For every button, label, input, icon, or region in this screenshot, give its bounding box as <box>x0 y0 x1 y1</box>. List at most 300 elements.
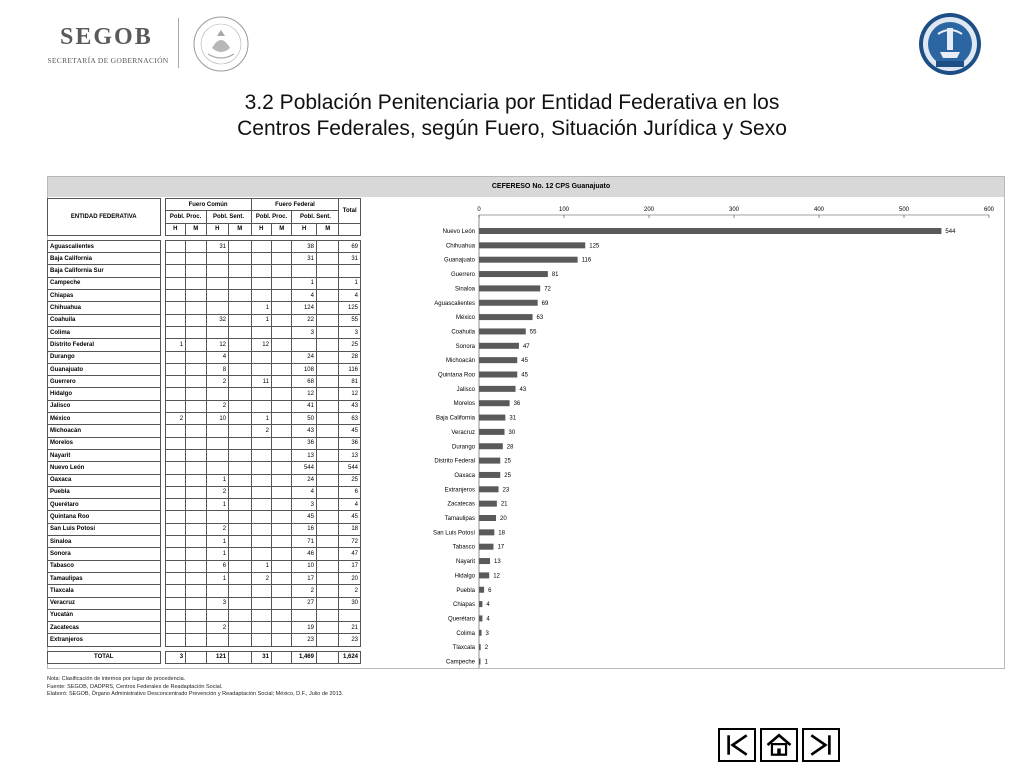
table-cell-value: 10 <box>206 413 229 425</box>
bar <box>479 529 494 535</box>
table-cell-value <box>229 240 252 252</box>
table-cell-total-label: TOTAL <box>48 651 161 663</box>
table-cell-value <box>165 388 185 400</box>
table-cell-value: 6 <box>206 560 229 572</box>
table-cell-value <box>271 437 291 449</box>
header-m: M <box>186 223 206 235</box>
page-title <box>100 90 924 142</box>
table-cell-value: 38 <box>292 240 317 252</box>
bar <box>479 458 500 464</box>
table-cell-value <box>316 240 339 252</box>
table-cell-value <box>271 388 291 400</box>
table-cell-value <box>316 597 339 609</box>
table-cell-value <box>271 634 291 646</box>
table-cell-value <box>316 449 339 461</box>
table-cell-value: 72 <box>339 536 361 548</box>
table-row <box>48 511 361 523</box>
table-cell-value <box>186 572 206 584</box>
table-cell-value <box>251 265 271 277</box>
table-row <box>48 314 361 326</box>
chart-title: CEFERESO No. 12 CPS Guanajuato <box>491 183 611 190</box>
table-cell-value <box>251 486 271 498</box>
table-cell-value <box>206 511 229 523</box>
table-cell-value <box>165 400 185 412</box>
table-cell-value: 16 <box>292 523 317 535</box>
table-cell-value <box>251 536 271 548</box>
table-row <box>48 339 361 351</box>
table-cell-value <box>206 326 229 338</box>
table-cell-value <box>229 474 252 486</box>
table-cell-value: 2 <box>165 413 185 425</box>
table-cell-entidad: Querétaro <box>48 499 161 511</box>
table-cell-value: 1 <box>206 572 229 584</box>
table-cell-entidad: Hidalgo <box>48 388 161 400</box>
bar <box>479 372 517 378</box>
table-cell-total-value <box>316 651 339 663</box>
bar <box>479 429 505 435</box>
table-cell-entidad: México <box>48 413 161 425</box>
table-cell-value <box>229 499 252 511</box>
table-cell-value <box>271 609 291 621</box>
table-row <box>48 536 361 548</box>
table-cell-value <box>251 277 271 289</box>
table-cell-value <box>316 609 339 621</box>
table-cell-value: 124 <box>292 302 317 314</box>
data-label: 17 <box>497 544 505 551</box>
table-cell-value <box>186 474 206 486</box>
table-cell-value <box>251 548 271 560</box>
home-icon <box>762 730 796 760</box>
bar <box>479 400 510 406</box>
bar <box>479 472 500 478</box>
table-cell-value <box>251 326 271 338</box>
table-cell-value <box>186 351 206 363</box>
table-cell-value: 10 <box>292 560 317 572</box>
table-cell-value <box>165 290 185 302</box>
table-cell-value <box>186 548 206 560</box>
category-label: San Luis Potosí <box>432 530 475 537</box>
table-cell-value <box>271 425 291 437</box>
category-label: Nuevo León <box>442 229 475 235</box>
table-cell-value: 4 <box>339 499 361 511</box>
table-cell-value <box>229 560 252 572</box>
table-row <box>48 634 361 646</box>
table-cell-value <box>229 302 252 314</box>
table-cell-value <box>271 622 291 634</box>
table-cell-value: 71 <box>292 536 317 548</box>
category-label: México <box>455 315 475 322</box>
table-cell-value <box>206 253 229 265</box>
table-cell-value: 2 <box>251 425 271 437</box>
table-cell-value: 1 <box>206 536 229 548</box>
table-cell-value <box>229 536 252 548</box>
table-cell-value <box>251 253 271 265</box>
data-label: 23 <box>502 487 510 494</box>
last-page-button[interactable] <box>802 728 840 762</box>
table-cell-value: 43 <box>339 400 361 412</box>
table-cell-value <box>206 437 229 449</box>
footnote-fuente: Fuente: SEGOB, OADPRS, Centros Federales de Readaptación Social. <box>47 683 223 690</box>
table-cell-value: 4 <box>206 351 229 363</box>
table-cell-value <box>186 585 206 597</box>
table-cell-value <box>271 585 291 597</box>
bar <box>479 659 481 665</box>
category-label: Quintana Roo <box>437 372 475 379</box>
table-cell-value <box>251 634 271 646</box>
penitentiary-emblem-icon <box>918 12 982 76</box>
table-cell-value <box>206 265 229 277</box>
bar <box>479 300 538 306</box>
header-m: M <box>316 223 339 235</box>
header-total: Total <box>339 199 361 224</box>
header-fuero-federal: Fuero Federal <box>251 199 339 211</box>
bar <box>479 630 482 636</box>
table-cell-value: 45 <box>339 425 361 437</box>
table-cell-value <box>316 290 339 302</box>
table-cell-value <box>186 523 206 535</box>
table-cell-value <box>206 302 229 314</box>
table-cell-entidad: Aguascalientes <box>48 240 161 252</box>
table-cell-value <box>165 240 185 252</box>
table-cell-value <box>165 523 185 535</box>
table-cell-value <box>186 437 206 449</box>
table-cell-value: 12 <box>206 339 229 351</box>
table-cell-value: 3 <box>206 597 229 609</box>
data-label: 20 <box>500 516 507 522</box>
table-cell-value: 17 <box>292 572 317 584</box>
last-page-icon <box>804 730 838 760</box>
home-button[interactable] <box>760 728 798 762</box>
table-cell-value <box>271 277 291 289</box>
table-cell-value <box>339 265 361 277</box>
table-cell-value: 27 <box>292 597 317 609</box>
table-cell-value <box>316 326 339 338</box>
category-label: Tamaulipas <box>444 516 475 522</box>
table-cell-value <box>186 290 206 302</box>
footnote-elaboro: Elaboró: SEGOB, Órgano Administrativo Desconcentrado Prevención y Readaptación Social; México, D.F., Julio de 2013. <box>47 691 344 697</box>
table-cell-value <box>229 363 252 375</box>
table-cell-value <box>316 462 339 474</box>
header-pobl-proc-federal: Pobl. Proc. <box>251 211 292 223</box>
header-fuero-comun: Fuero Común <box>165 199 251 211</box>
table-cell-value <box>229 634 252 646</box>
data-label: 43 <box>519 386 527 393</box>
data-label: 25 <box>504 458 511 465</box>
table-cell-value <box>186 425 206 437</box>
table-cell-value <box>206 425 229 437</box>
table-cell-entidad: Guerrero <box>48 376 161 388</box>
table-cell-value <box>292 339 317 351</box>
table-cell-value: 2 <box>206 400 229 412</box>
category-label: Michoacán <box>445 358 475 365</box>
table-cell-value: 31 <box>339 253 361 265</box>
table-cell-value <box>229 314 252 326</box>
table-row <box>48 622 361 634</box>
table-cell-value <box>271 326 291 338</box>
table-cell-value <box>186 339 206 351</box>
table-cell-value <box>251 523 271 535</box>
table-cell-value <box>316 376 339 388</box>
table-cell-value <box>165 277 185 289</box>
table-cell-value <box>165 560 185 572</box>
table-cell-entidad: Jalisco <box>48 400 161 412</box>
table-row <box>48 585 361 597</box>
table-cell-value: 36 <box>292 437 317 449</box>
table-cell-value <box>206 449 229 461</box>
table-cell-entidad: Yucatán <box>48 609 161 621</box>
x-tick-label: 0 <box>477 207 481 213</box>
category-label: Oaxaca <box>454 472 475 479</box>
table-cell-value <box>165 585 185 597</box>
table-row <box>48 376 361 388</box>
data-label: 28 <box>506 444 514 451</box>
table-cell-value: 50 <box>292 413 317 425</box>
category-label: Morelos <box>453 401 475 408</box>
table-cell-value <box>251 290 271 302</box>
table-cell-value: 47 <box>339 548 361 560</box>
table-cell-value <box>229 511 252 523</box>
category-label: Hidalgo <box>454 573 475 580</box>
table-cell-value <box>251 609 271 621</box>
table-cell-value <box>271 240 291 252</box>
table-cell-value: 28 <box>339 351 361 363</box>
table-cell-value <box>186 240 206 252</box>
table-cell-value <box>271 597 291 609</box>
table-cell-value <box>271 400 291 412</box>
first-page-button[interactable] <box>718 728 756 762</box>
table-cell-value <box>316 425 339 437</box>
category-label: Veracruz <box>451 429 475 436</box>
table-cell-value <box>186 634 206 646</box>
table-cell-value: 13 <box>292 449 317 461</box>
mexican-seal-icon <box>190 14 252 74</box>
table-cell-value <box>186 449 206 461</box>
table-cell-value: 4 <box>339 290 361 302</box>
table-cell-value: 31 <box>206 240 229 252</box>
table-cell-entidad: Oaxaca <box>48 474 161 486</box>
bar <box>479 572 489 578</box>
category-label: Chihuahua <box>445 243 475 250</box>
table-cell-value <box>271 413 291 425</box>
table-cell-value: 2 <box>206 622 229 634</box>
table-cell-value <box>292 265 317 277</box>
table-cell-value: 2 <box>206 376 229 388</box>
table-cell-value: 12 <box>292 388 317 400</box>
bar <box>479 285 540 291</box>
category-label: Colima <box>456 630 475 637</box>
table-row <box>48 425 361 437</box>
category-label: Campeche <box>445 659 475 666</box>
table-cell-value <box>316 474 339 486</box>
table-cell-value <box>165 363 185 375</box>
table-cell-value: 45 <box>292 511 317 523</box>
table-cell-value: 2 <box>251 572 271 584</box>
table-cell-value: 17 <box>339 560 361 572</box>
table-cell-value: 3 <box>292 326 317 338</box>
table-cell-value <box>271 572 291 584</box>
table-cell-value <box>316 351 339 363</box>
table-cell-entidad: Distrito Federal <box>48 339 161 351</box>
data-label: 2 <box>484 645 489 652</box>
table-row <box>48 413 361 425</box>
table-cell-entidad: San Luis Potosí <box>48 523 161 535</box>
table-row <box>48 400 361 412</box>
table-cell-value <box>229 462 252 474</box>
table-cell-value <box>251 363 271 375</box>
segob-logo <box>38 18 178 70</box>
bar <box>479 386 516 392</box>
table-cell-value <box>186 486 206 498</box>
data-label: 30 <box>508 429 516 436</box>
table-cell-value <box>251 351 271 363</box>
table-cell-value: 1 <box>251 560 271 572</box>
table-cell-value: 23 <box>292 634 317 646</box>
table-cell-value <box>206 609 229 621</box>
table-cell-value <box>271 363 291 375</box>
header-h: H <box>165 223 185 235</box>
table-cell-value: 81 <box>339 376 361 388</box>
table-cell-value <box>316 388 339 400</box>
table-cell-value: 31 <box>292 253 317 265</box>
table-cell-value <box>316 413 339 425</box>
table-cell-value <box>316 511 339 523</box>
table-row <box>48 388 361 400</box>
data-label: 18 <box>498 530 505 537</box>
table-row <box>48 597 361 609</box>
data-label: 69 <box>541 300 549 307</box>
table-cell-value: 1 <box>251 413 271 425</box>
table-cell-value: 12 <box>251 339 271 351</box>
category-label: Guerrero <box>450 272 475 279</box>
table-row <box>48 277 361 289</box>
x-tick-label: 100 <box>558 207 570 213</box>
table-cell-value <box>165 622 185 634</box>
bar <box>479 357 517 363</box>
table-cell-value: 69 <box>339 240 361 252</box>
table-cell-entidad: Tabasco <box>48 560 161 572</box>
data-label: 25 <box>504 472 511 479</box>
table-cell-value <box>251 437 271 449</box>
bar <box>479 242 585 248</box>
table-cell-value <box>271 290 291 302</box>
table-cell-value: 125 <box>339 302 361 314</box>
table-cell-total-value <box>271 651 291 663</box>
table-cell-value <box>186 277 206 289</box>
page-title-line-2: Centros Federales, según Fuero, Situación Jurídica y Sexo <box>237 117 787 140</box>
table-cell-value: 6 <box>339 486 361 498</box>
category-label: Puebla <box>456 587 475 594</box>
table-cell-value: 2 <box>206 523 229 535</box>
category-label: Extranjeros <box>444 487 475 494</box>
table-cell-value <box>206 585 229 597</box>
table-cell-value <box>206 290 229 302</box>
table-cell-value <box>165 474 185 486</box>
table-cell-entidad: Morelos <box>48 437 161 449</box>
data-label: 63 <box>536 315 544 322</box>
table-cell-value <box>271 351 291 363</box>
table-cell-value <box>206 462 229 474</box>
category-label: Guanajuato <box>443 257 475 264</box>
table-cell-value <box>316 486 339 498</box>
category-label: Aguascalientes <box>434 300 475 307</box>
table-row <box>48 351 361 363</box>
header-m: M <box>271 223 291 235</box>
table-cell-entidad: Nayarit <box>48 449 161 461</box>
table-cell-value <box>229 339 252 351</box>
table-cell-value <box>271 511 291 523</box>
table-cell-value <box>251 388 271 400</box>
table-row <box>48 265 361 277</box>
table-cell-value <box>229 609 252 621</box>
table-cell-entidad: Chiapas <box>48 290 161 302</box>
bar <box>479 587 484 593</box>
table-cell-value <box>229 437 252 449</box>
table-row <box>48 499 361 511</box>
table-cell-entidad: Chihuahua <box>48 302 161 314</box>
bar <box>479 257 578 263</box>
table-cell-value <box>186 462 206 474</box>
table-cell-value: 46 <box>292 548 317 560</box>
table-cell-value <box>316 560 339 572</box>
table-cell-value: 25 <box>339 474 361 486</box>
table-cell-value <box>271 474 291 486</box>
table-cell-value: 2 <box>292 585 317 597</box>
table-cell-value <box>271 486 291 498</box>
table-cell-value <box>316 437 339 449</box>
bar-chart <box>371 197 1004 668</box>
data-label: 544 <box>945 229 956 235</box>
table-cell-value <box>316 253 339 265</box>
table-cell-value <box>186 536 206 548</box>
table-cell-entidad: Baja California <box>48 253 161 265</box>
bar <box>479 443 503 449</box>
table-cell-value <box>165 499 185 511</box>
table-cell-total-value <box>229 651 252 663</box>
category-label: Chiapas <box>452 602 475 609</box>
table-cell-value <box>316 277 339 289</box>
bar <box>479 343 519 349</box>
table-cell-value <box>251 499 271 511</box>
x-tick-label: 400 <box>813 207 825 213</box>
table-cell-value <box>165 351 185 363</box>
table-cell-value <box>271 523 291 535</box>
table-cell-entidad: Quintana Roo <box>48 511 161 523</box>
table-body <box>48 235 361 663</box>
bar <box>479 486 499 492</box>
table-cell-value <box>251 511 271 523</box>
category-label: Distrito Federal <box>434 458 475 465</box>
table-cell-value <box>316 400 339 412</box>
table-cell-value: 1 <box>206 499 229 511</box>
table-cell-value: 3 <box>292 499 317 511</box>
table-cell-entidad: Nuevo León <box>48 462 161 474</box>
x-tick-label: 500 <box>898 207 910 213</box>
table-row <box>48 449 361 461</box>
data-label: 36 <box>513 401 521 408</box>
table-row <box>48 462 361 474</box>
table-row <box>48 253 361 265</box>
table-cell-value <box>165 597 185 609</box>
table-cell-value <box>316 536 339 548</box>
table-cell-value <box>271 449 291 461</box>
table-cell-entidad: Durango <box>48 351 161 363</box>
table-cell-value <box>165 253 185 265</box>
table-cell-value <box>229 400 252 412</box>
table-cell-value <box>316 302 339 314</box>
table-cell-value <box>316 622 339 634</box>
table-cell-value <box>316 363 339 375</box>
table-cell-value: 13 <box>339 449 361 461</box>
